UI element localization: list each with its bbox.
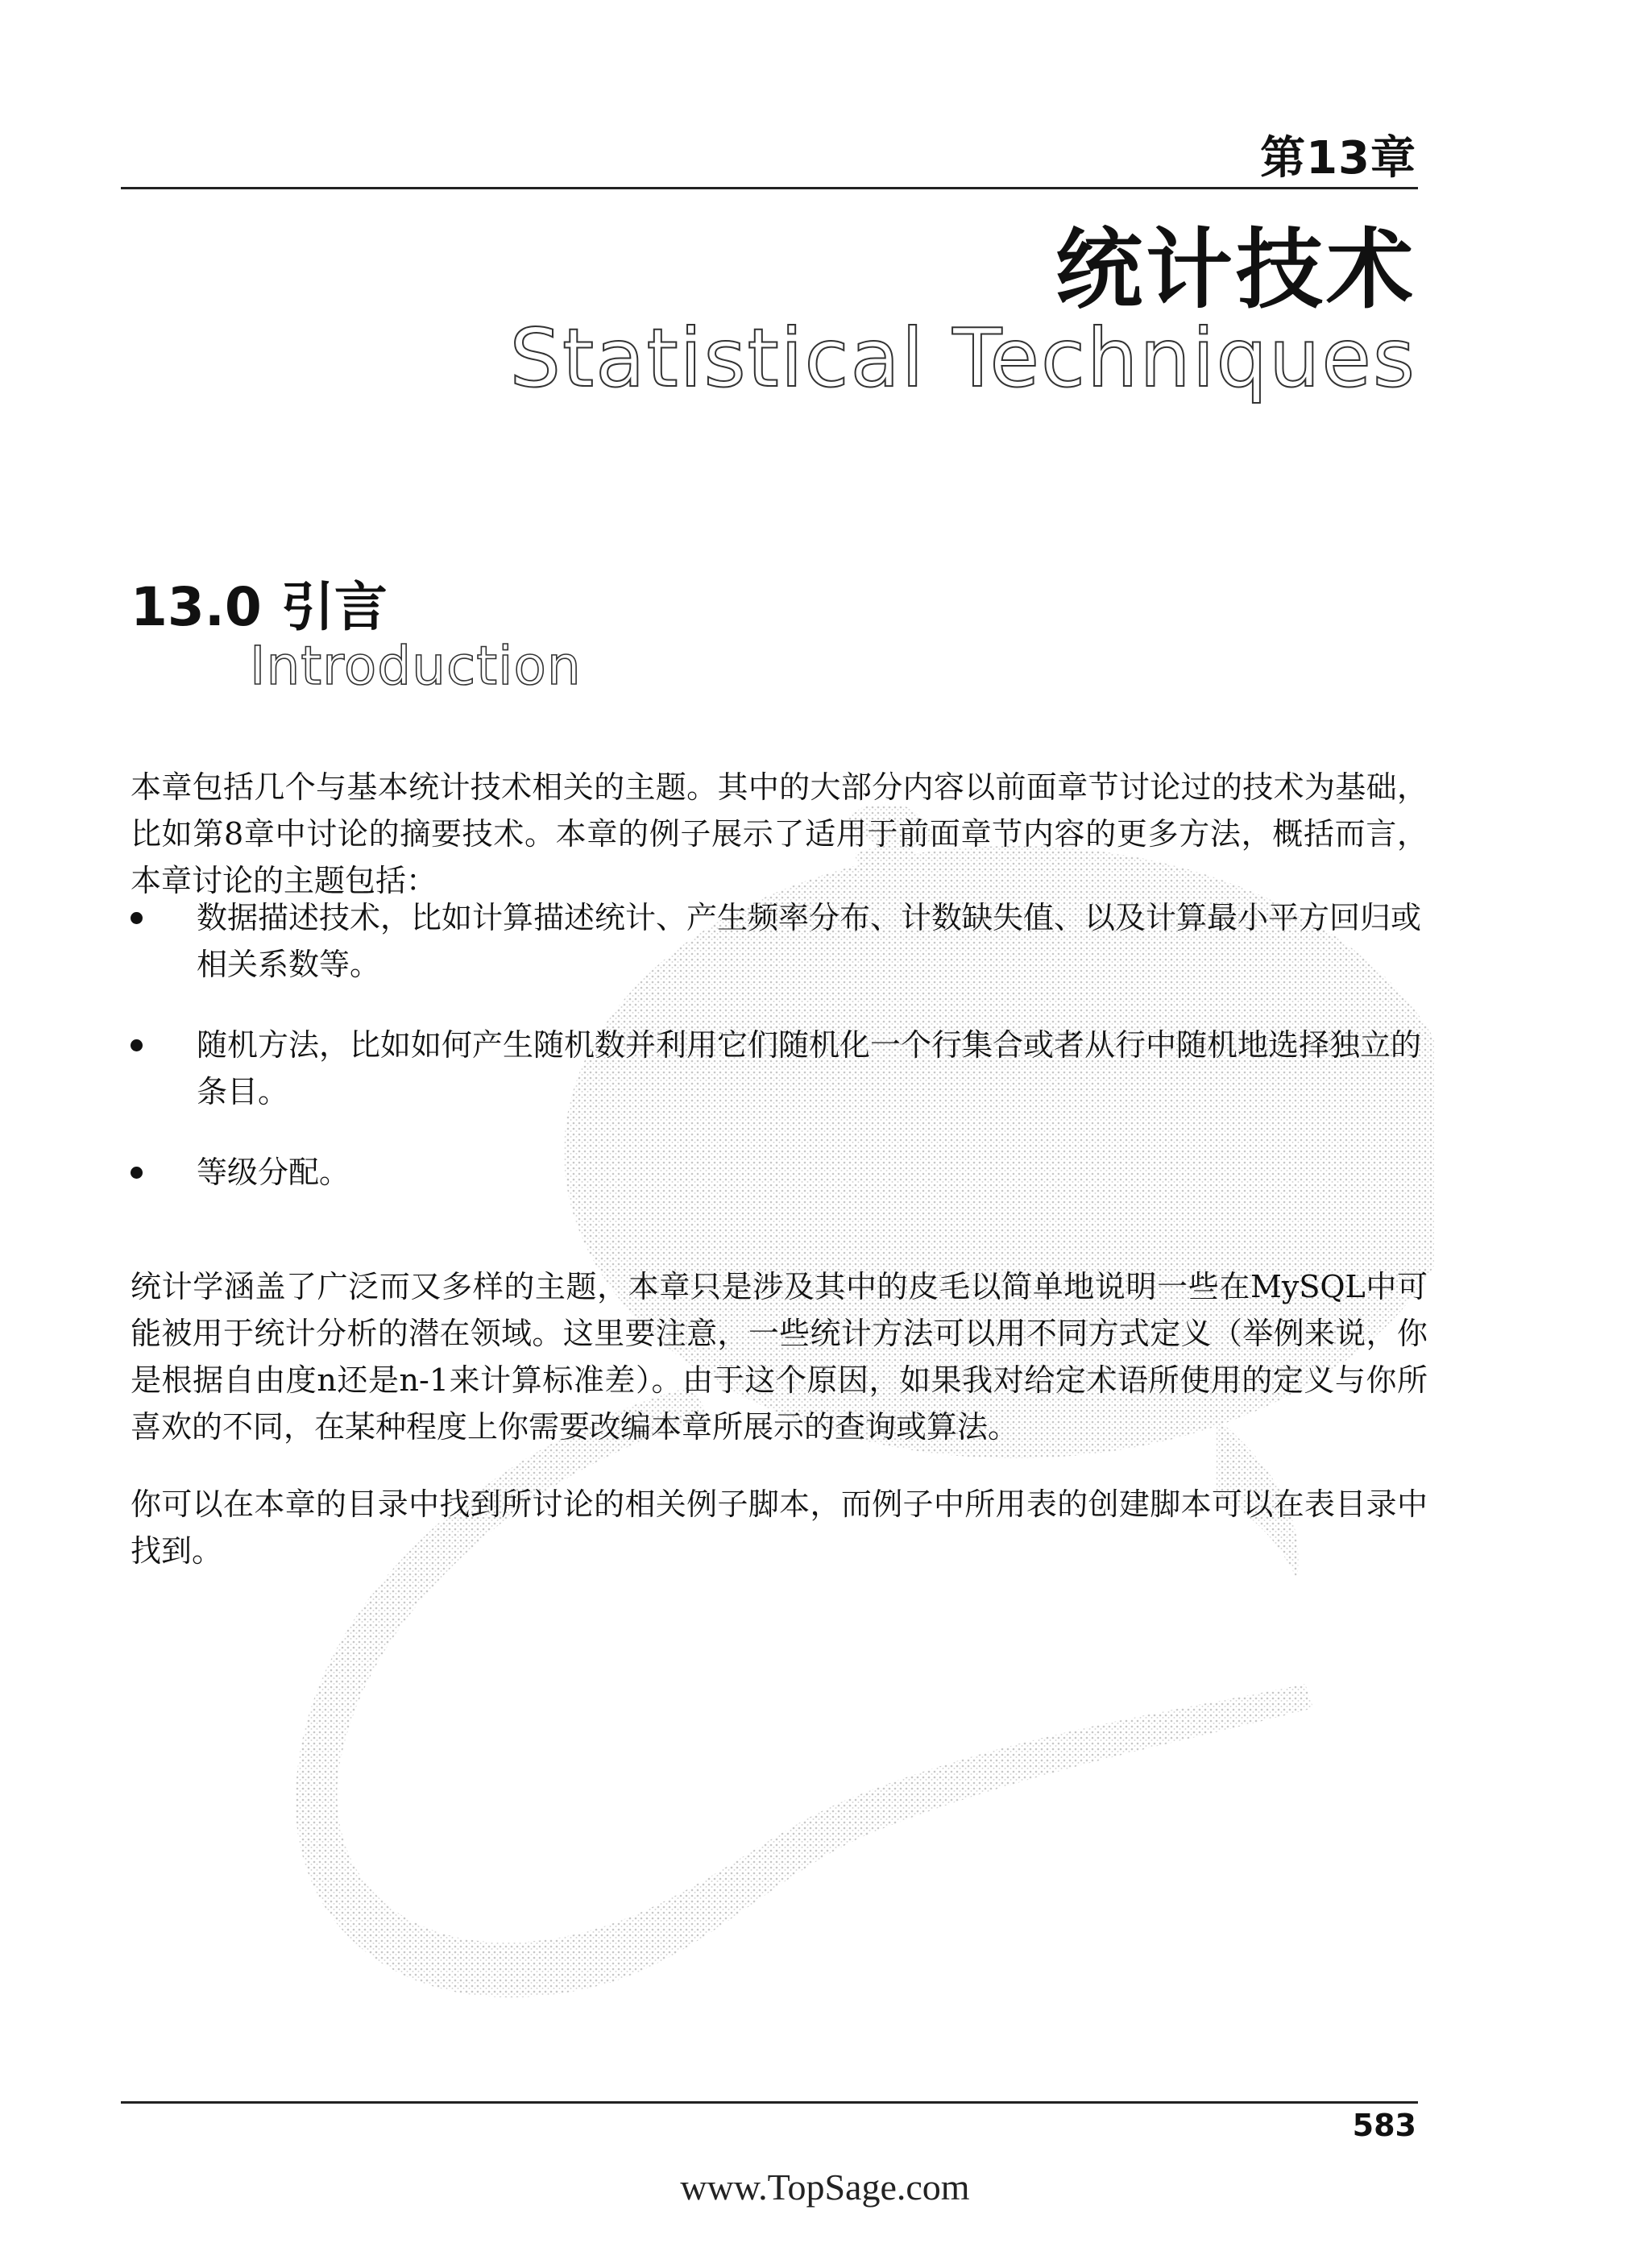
section-heading [131, 564, 388, 641]
chapter-title: 统计技术 [1055, 220, 1416, 321]
bullet-icon [131, 1167, 143, 1179]
topic-list [131, 894, 1428, 1229]
bullet-icon [131, 1039, 143, 1051]
page-number: 583 [1352, 2108, 1416, 2143]
footer-url: www.TopSage.com [680, 2166, 970, 2208]
header-rule [121, 187, 1418, 189]
list-item [131, 1149, 1428, 1196]
body-paragraph-scripts: 你可以在本章的目录中找到所讨论的相关例子脚本，而例子中所用表的创建脚本可以在表目录中找到。 [131, 1486, 1428, 1569]
section-title: 引言 [280, 576, 388, 638]
body-paragraph-intro: 本章包括几个与基本统计技术相关的主题。其中的大部分内容以前面章节讨论过的技术为基础，比如第8章中讨论的摘要技术。本章的例子展示了适用于前面章节内容的更多方法，概括而言，本章讨论的主题包括： [131, 769, 1428, 898]
list-item [131, 894, 1428, 988]
list-item-text: 数据描述技术，比如计算描述统计、产生频率分布、计数缺失值、以及计算最小平方回归或相关系数等。 [197, 900, 1422, 982]
footer-rule [121, 2101, 1418, 2104]
section-title-english: Introduction [250, 635, 582, 697]
chapter-title-english: Statistical Techniques [509, 311, 1416, 405]
chapter-label: 第13章 [1260, 132, 1416, 185]
list-item-text: 等级分配。 [197, 1155, 350, 1190]
list-item-text: 随机方法，比如如何产生随机数并利用它们随机化一个行集合或者从行中随机地选择独立的条目。 [197, 1027, 1422, 1109]
bullet-icon [131, 912, 143, 924]
body-paragraph-statistics: 统计学涵盖了广泛而又多样的主题，本章只是涉及其中的皮毛以简单地说明一些在MySQL中可能被用于统计分析的潜在领域。这里要注意，一些统计方法可以用不同方式定义（举例来说，你是根据自由度n还是n-1来计算标准差）。由于这个原因，如果我对给定术语所使用的定义与你所喜欢的不同，在某种程度上你需要改编本章所展示的查询或算法。 [131, 1269, 1428, 1445]
list-item [131, 1022, 1428, 1115]
section-number: 13.0 [131, 576, 262, 638]
